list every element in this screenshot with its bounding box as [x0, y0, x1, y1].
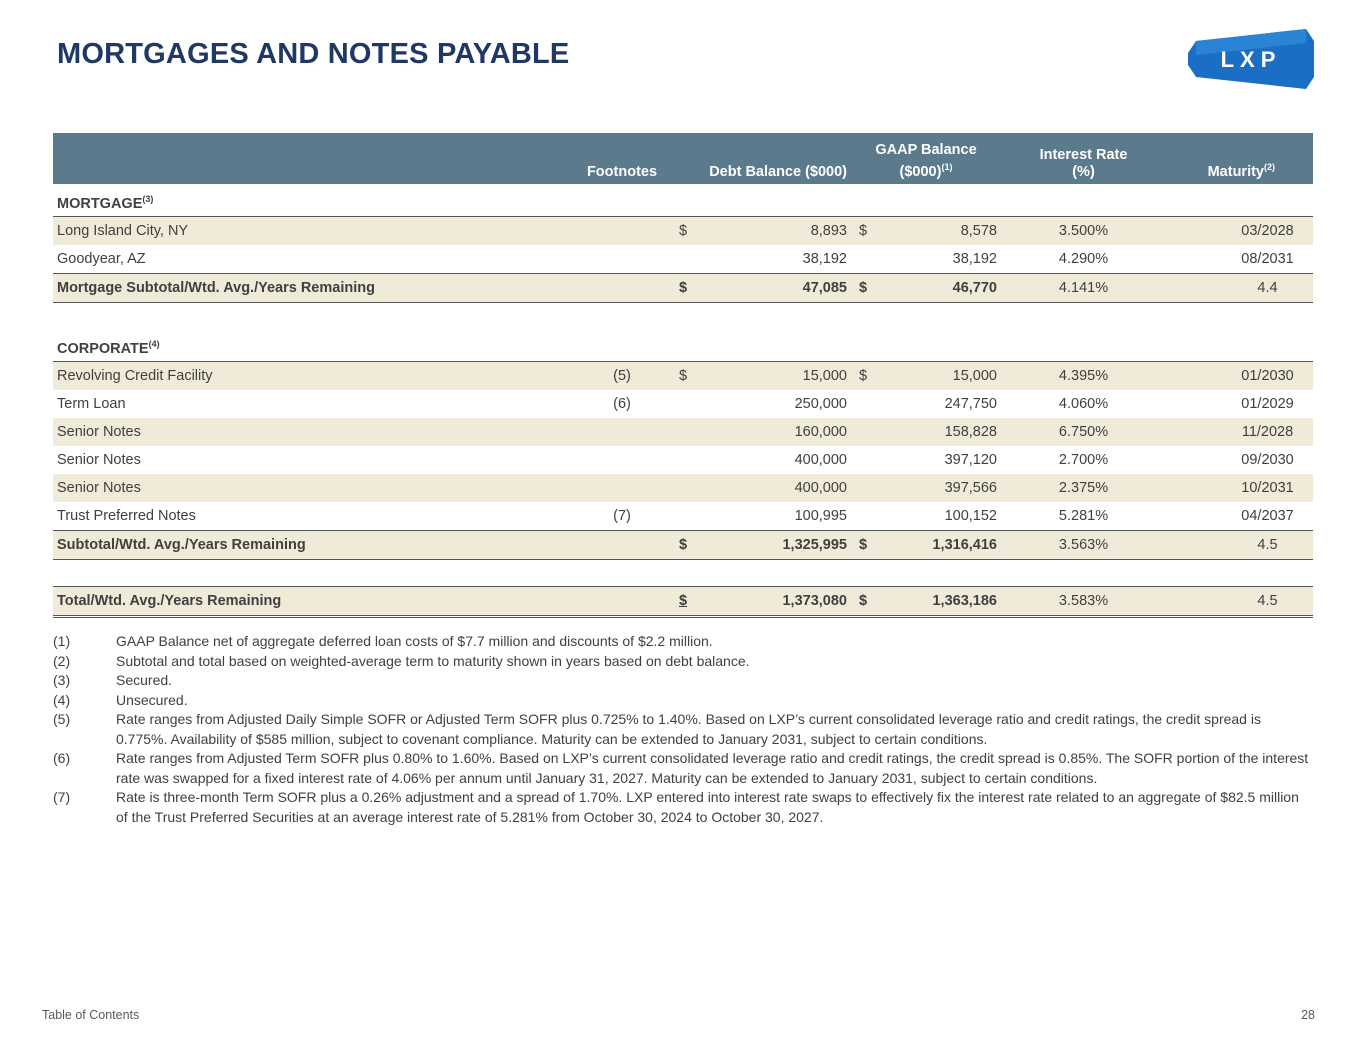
- footnote: (4) Unsecured.: [53, 691, 188, 708]
- page-title: MORTGAGES AND NOTES PAYABLE: [57, 38, 570, 70]
- header-maturity: Maturity$^{(2)}$: [1166, 133, 1313, 184]
- footnote: (1) GAAP Balance net of aggregate deferred loan costs of $7.7 million and discounts of $2.2 million.: [53, 633, 713, 649]
- table-row: Long Island City, NY $ 8,893 $ 8,578 3.500% 03/2028: [53, 217, 1313, 246]
- footnote: (2) Subtotal and total based on weighted-average term to maturity shown in years based on debt balance.: [53, 652, 750, 669]
- table-of-contents-link[interactable]: Table of Contents: [42, 1008, 140, 1022]
- table-row: Senior Notes 400,000 397,566 2.375% 10/2031: [53, 474, 1313, 502]
- corporate-subtotal-row: Subtotal/Wtd. Avg./Years Remaining $ 1,325,995 $ 1,316,416 3.563% 4.5: [53, 531, 1313, 560]
- section-corporate: CORPORATE$^{(4)}$: [53, 329, 1313, 362]
- footnote: (5) Rate ranges from Adjusted Daily Simple SOFR or Adjusted Term SOFR plus 0.725% to 1.40%. Based on LXP’s current consolidated leverage ratio and credit ratings, the credit spread is 0.775%. Availability of $585 million, subject to covenant compliance. Maturity can be extended to January 2031, subject to certain conditions.: [53, 711, 1261, 747]
- table-row: Term Loan (6) 250,000 247,750 4.060% 01/2029: [57, 396, 1294, 412]
- logo-text: LXP: [1220, 47, 1282, 72]
- table-row: Goodyear, AZ 38,192 38,192 4.290% 08/2031: [57, 251, 1294, 267]
- table-row: Senior Notes 400,000 397,120 2.700% 09/2030: [57, 452, 1294, 468]
- header-debt-balance: Debt Balance ($000): [671, 133, 851, 184]
- page-number: 28: [1301, 1008, 1315, 1022]
- header-interest-rate: Interest Rate (%): [1001, 133, 1166, 184]
- table-row: Senior Notes 160,000 158,828 6.750% 11/2028: [53, 418, 1313, 446]
- footnote: (6) Rate ranges from Adjusted Term SOFR plus 0.80% to 1.60%. Based on LXP’s current consolidated leverage ratio and credit ratings, the credit spread is 0.85%. The SOFR portion of the interest rate was swapped for a fixed interest rate of 4.06% per annum until January 31, 2027. Maturity can be extended to January 2031, subject to certain conditions.: [53, 750, 1309, 786]
- section-mortgage: MORTGAGE$^{(3)}$: [53, 184, 1313, 217]
- footnote: (3) Secured.: [53, 672, 173, 688]
- total-row: Total/Wtd. Avg./Years Remaining $ 1,373,080 $ 1,363,186 3.583% 4.5: [53, 587, 1313, 617]
- table-row: Trust Preferred Notes (7) 100,995 100,152 5.281% 04/2037: [57, 508, 1294, 524]
- mortgage-subtotal-row: Mortgage Subtotal/Wtd. Avg./Years Remaining $ 47,085 $ 46,770 4.141% 4.4: [53, 274, 1313, 303]
- lxp-logo: [1188, 29, 1314, 89]
- footnotes-section: [53, 632, 1313, 827]
- table-row: Revolving Credit Facility (5) $ 15,000 $ 15,000 4.395% 01/2030: [53, 362, 1313, 391]
- debt-table: [53, 133, 1313, 618]
- header-gaap-balance: GAAP Balance ($000)$^{(1)}$: [851, 133, 1001, 184]
- table-header-row: [53, 133, 1313, 184]
- header-footnotes: Footnotes: [573, 133, 671, 184]
- footnote: (7) Rate is three-month Term SOFR plus a 0.26% adjustment and a spread of 1.70%. LXP entered into interest rate swaps to effectively fix the interest rate related to an aggregate of $82.5 million of the Trust Preferred Securities at an average interest rate of 5.281% from October 30, 2024 to October 30, 2027.: [53, 789, 1299, 825]
